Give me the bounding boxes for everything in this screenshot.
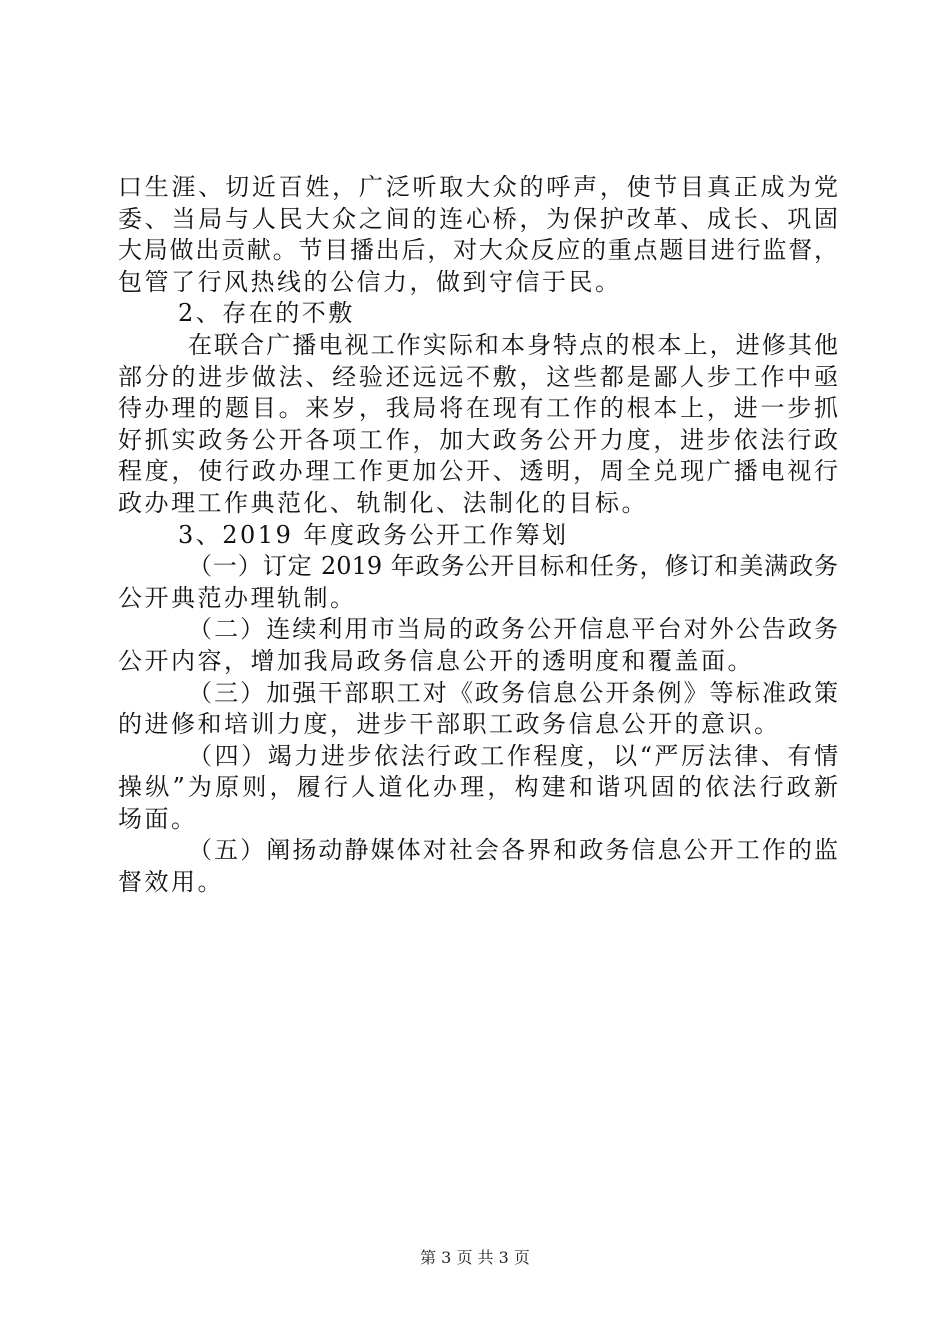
- list-item-line: （四）竭力进步依法行政工作程度，以“严厉法律、有情: [188, 741, 838, 770]
- document-body: [118, 172, 838, 899]
- section-heading: 3、2019 年度政务公开工作筹划: [178, 520, 569, 549]
- body-line: 包管了行风热线的公信力，做到守信于民。: [118, 267, 622, 296]
- body-line: 部分的进步做法、经验还远远不敷，这些都是鄙人步工作中亟: [118, 362, 838, 391]
- list-item-line: （五）阐扬动静媒体对社会各界和政务信息公开工作的监: [188, 836, 838, 865]
- list-item-line: 公开内容，增加我局政务信息公开的透明度和覆盖面。: [118, 646, 754, 675]
- list-item-line: 场面。: [118, 804, 198, 833]
- section-heading: 2、存在的不敷: [178, 299, 355, 328]
- body-line: 待办理的题目。来岁，我局将在现有工作的根本上，进一步抓: [118, 394, 838, 423]
- list-item-line: 督效用。: [118, 868, 224, 897]
- body-line: 好抓实政务公开各项工作，加大政务公开力度，进步依法行政: [118, 425, 838, 454]
- list-item-line: 公开典范办理轨制。: [118, 583, 357, 612]
- body-line: 在联合广播电视工作实际和本身特点的根本上，进修其他: [188, 330, 838, 359]
- body-line: 委、当局与人民大众之间的连心桥，为保护改革、成长、巩固: [118, 204, 838, 233]
- list-item-line: 的进修和培训力度，进步干部职工政务信息公开的意识。: [118, 710, 781, 739]
- list-item-line: （二）连续利用市当局的政务公开信息平台对外公告政务: [188, 615, 838, 644]
- list-item-line: （一）订定 2019 年政务公开目标和任务，修订和美满政务: [188, 552, 838, 581]
- list-item-line: （三）加强干部职工对《政务信息公开条例》等标准政策: [188, 678, 838, 707]
- page-number-footer: 第 3 页 共 3 页: [420, 1248, 530, 1267]
- list-item-line: 操纵”为原则，履行人道化办理，构建和谐巩固的依法行政新: [118, 773, 838, 802]
- body-line: 口生涯、切近百姓，广泛听取大众的呼声，使节目真正成为党: [118, 173, 838, 201]
- body-line: 政办理工作典范化、轨制化、法制化的目标。: [118, 488, 648, 517]
- body-line: 大局做出贡献。节目播出后，对大众反应的重点题目进行监督，: [118, 236, 838, 265]
- body-line: 程度，使行政办理工作更加公开、透明，周全兑现广播电视行: [118, 457, 838, 486]
